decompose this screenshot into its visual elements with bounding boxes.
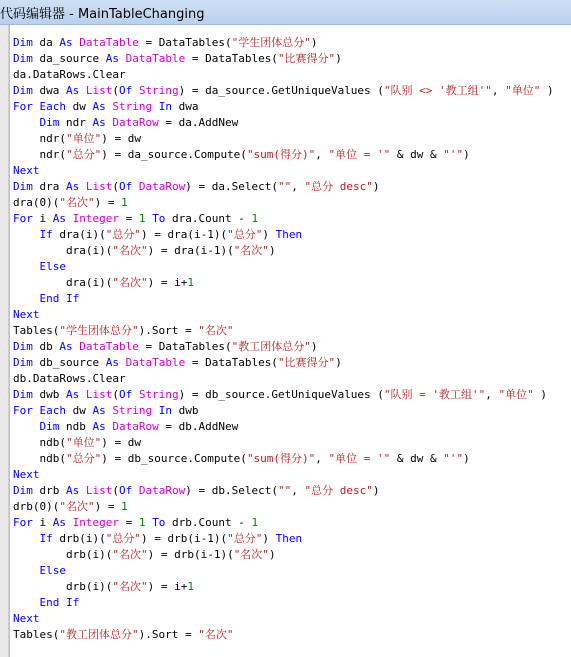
code-token: String <box>138 388 179 401</box>
code-token: "sum(得分)" <box>246 452 316 465</box>
code-token: drb(i)( <box>13 548 113 561</box>
code-line[interactable] <box>13 83 554 99</box>
code-token: Next <box>13 468 40 481</box>
code-token: db_source <box>32 356 106 369</box>
code-token: String <box>112 404 153 417</box>
code-token: "教工团体总分" <box>231 340 311 353</box>
code-token: "单位 = '" <box>328 148 391 161</box>
code-token: "名次" <box>112 548 148 561</box>
code-token: Dim <box>39 420 60 433</box>
code-line[interactable] <box>13 419 554 435</box>
code-line[interactable] <box>13 291 554 307</box>
code-token: As <box>92 404 106 417</box>
code-token: ) <box>463 148 470 161</box>
code-token: "总分" <box>65 452 102 465</box>
code-token: ) = dw <box>101 132 141 145</box>
code-token: ) = <box>94 500 122 513</box>
code-token <box>119 52 126 65</box>
code-line[interactable] <box>13 275 554 291</box>
code-token: db <box>32 340 60 353</box>
code-token: "名次" <box>59 196 95 209</box>
code-token: 1 <box>138 212 146 225</box>
code-token: dwb <box>32 388 66 401</box>
code-token: "学生团体总分" <box>231 36 311 49</box>
code-token: As <box>66 388 80 401</box>
code-token: Dim <box>13 340 33 353</box>
code-token: "总分" <box>105 532 141 545</box>
code-token: ndb( <box>13 436 66 449</box>
code-token: Integer <box>72 516 119 529</box>
code-token <box>79 388 86 401</box>
code-token: For Each <box>13 404 66 417</box>
code-token: "教工团体总分" <box>59 628 139 641</box>
code-line[interactable] <box>13 147 554 163</box>
code-token: ) <box>268 244 276 257</box>
title-bar[interactable] <box>0 0 571 25</box>
editor-gutter <box>0 25 9 657</box>
code-token: 1 <box>121 196 128 209</box>
code-token: ) <box>335 52 342 65</box>
code-token: ) <box>262 228 276 241</box>
code-token: = DataTables( <box>138 340 232 353</box>
code-token: For <box>13 212 33 225</box>
code-token: ) = drb(i-1)( <box>140 532 228 545</box>
code-token: End If <box>39 292 80 305</box>
code-token <box>13 420 40 433</box>
code-token: "总分" <box>227 228 263 241</box>
code-line[interactable] <box>13 35 554 51</box>
code-token: ndr( <box>13 132 66 145</box>
code-token: & dw & <box>390 452 444 465</box>
code-token: Tables( <box>13 324 60 337</box>
code-token: "名次" <box>233 548 269 561</box>
code-token: 1 <box>187 276 194 289</box>
code-token: , <box>291 180 305 193</box>
code-token: List <box>85 388 113 401</box>
code-token <box>152 404 159 417</box>
code-token: drb.Count - <box>165 516 252 529</box>
code-token: Of <box>119 484 133 497</box>
code-token: "" <box>277 180 292 193</box>
code-token: Then <box>275 532 303 545</box>
code-token <box>79 84 86 97</box>
code-token: ndb( <box>13 452 66 465</box>
code-token: Dim <box>39 116 60 129</box>
code-token: dra(i)( <box>52 228 106 241</box>
code-token: ) = <box>94 196 122 209</box>
code-token: ) <box>310 340 318 353</box>
code-token: = DataTables( <box>138 36 232 49</box>
code-token <box>132 388 139 401</box>
code-line[interactable] <box>13 115 554 131</box>
code-token: ) <box>262 532 276 545</box>
code-token: "'" <box>443 148 464 161</box>
code-token <box>132 84 139 97</box>
code-token: "队别 = '教工组'" <box>383 388 486 401</box>
code-token: , <box>315 148 329 161</box>
code-token: Else <box>39 260 66 273</box>
code-token: ) = db_source.Compute( <box>101 452 247 465</box>
code-token: dra(i)( <box>13 244 113 257</box>
code-token: ) = da.Select( <box>185 180 278 193</box>
code-token: To <box>152 516 166 529</box>
code-token: = db.AddNew <box>158 420 239 433</box>
code-line[interactable] <box>13 179 554 195</box>
code-line[interactable] <box>13 595 554 611</box>
code-token: i <box>32 212 53 225</box>
code-token: ) = db.Select( <box>185 484 278 497</box>
code-token: ) = i+ <box>147 276 188 289</box>
code-token: "总分 desc" <box>304 484 373 497</box>
code-token <box>13 292 40 305</box>
code-token: = DataTables( <box>185 356 278 369</box>
code-line[interactable] <box>13 627 554 643</box>
code-token: For Each <box>13 100 66 113</box>
code-token: dw <box>65 100 93 113</box>
code-token: ) <box>372 180 380 193</box>
code-token: Else <box>39 564 66 577</box>
code-line[interactable] <box>13 435 554 451</box>
code-token: As <box>66 484 80 497</box>
code-token: To <box>152 212 166 225</box>
code-token: 1 <box>251 212 259 225</box>
code-token: As <box>92 420 106 433</box>
code-token: As <box>59 36 73 49</box>
code-token: , <box>491 84 506 97</box>
code-token <box>13 596 40 609</box>
code-token: If <box>39 532 53 545</box>
code-token: "比赛得分" <box>277 52 336 65</box>
code-token <box>66 212 73 225</box>
code-token: drb(0)( <box>13 500 60 513</box>
code-token: "学生团体总分" <box>59 324 139 337</box>
code-token: "单位" <box>498 388 534 401</box>
code-token: ) = dw <box>101 436 141 449</box>
code-token: "名次" <box>59 500 95 513</box>
code-token <box>79 484 86 497</box>
code-line[interactable] <box>13 483 554 499</box>
code-token: ) <box>463 452 470 465</box>
code-token: DataTable <box>125 52 186 65</box>
code-token: & dw & <box>390 148 444 161</box>
code-line[interactable] <box>13 387 554 403</box>
code-token: , <box>485 388 499 401</box>
code-token: ) <box>268 548 276 561</box>
code-line[interactable] <box>13 259 554 275</box>
code-line[interactable] <box>13 355 554 371</box>
code-token: Of <box>119 84 133 97</box>
code-token: 1 <box>121 500 128 513</box>
code-token: Dim <box>13 36 33 49</box>
code-token: ndr <box>59 116 93 129</box>
code-line[interactable] <box>13 499 554 515</box>
code-token: ) = dra(i-1)( <box>147 244 234 257</box>
code-line[interactable] <box>13 563 554 579</box>
code-token: "单位" <box>65 132 102 145</box>
code-token <box>13 228 40 241</box>
code-token: DataRow <box>138 180 186 193</box>
code-token: "比赛得分" <box>277 356 336 369</box>
code-line[interactable] <box>13 403 554 419</box>
code-line[interactable] <box>13 307 554 323</box>
code-token <box>13 532 40 545</box>
code-text[interactable] <box>13 35 554 643</box>
code-token: Of <box>119 180 133 193</box>
code-token: DataRow <box>112 116 159 129</box>
code-token: As <box>92 100 106 113</box>
code-token <box>79 180 86 193</box>
code-token: "单位" <box>65 436 102 449</box>
code-token: ) <box>335 356 342 369</box>
code-token: ndb <box>59 420 93 433</box>
code-token: Dim <box>13 388 33 401</box>
code-token: , <box>291 484 305 497</box>
code-token: ndr( <box>13 148 66 161</box>
code-token: DataRow <box>138 484 186 497</box>
code-editor[interactable] <box>9 25 571 657</box>
code-token: 1 <box>138 516 146 529</box>
code-token: dra(0)( <box>13 196 60 209</box>
code-token: "名次" <box>112 244 148 257</box>
code-token: "名次" <box>198 324 234 337</box>
code-token: DataTable <box>125 356 186 369</box>
code-token <box>13 564 40 577</box>
code-line[interactable] <box>13 531 554 547</box>
code-token: drb(i)( <box>13 580 113 593</box>
code-token: ) <box>533 388 548 401</box>
code-token <box>152 100 159 113</box>
code-token: In <box>158 404 172 417</box>
code-token: dw <box>65 404 93 417</box>
code-token: drb <box>32 484 66 497</box>
code-token: As <box>92 116 106 129</box>
code-token: Dim <box>13 84 33 97</box>
code-token: "总分" <box>105 228 141 241</box>
code-token: Dim <box>13 484 33 497</box>
code-line[interactable] <box>13 579 554 595</box>
code-token: Dim <box>13 52 33 65</box>
code-token: End If <box>39 596 80 609</box>
code-token: For <box>13 516 33 529</box>
code-token: dra.Count - <box>165 212 252 225</box>
code-token: = <box>118 516 139 529</box>
code-line[interactable] <box>13 51 554 67</box>
code-token: "名次" <box>233 244 269 257</box>
code-token: db.DataRows.Clear <box>13 372 126 385</box>
code-token: DataTable <box>79 340 139 353</box>
code-token: List <box>85 180 113 193</box>
code-token: ) = i+ <box>147 580 188 593</box>
code-token: dra(i)( <box>13 276 113 289</box>
code-token: = da.AddNew <box>158 116 239 129</box>
code-token: ) <box>372 484 380 497</box>
code-token: "总分" <box>65 148 102 161</box>
code-token: ) = drb(i-1)( <box>147 548 234 561</box>
code-token: "总分" <box>227 532 263 545</box>
code-token: Dim <box>13 180 33 193</box>
code-token: If <box>39 228 53 241</box>
code-token: "名次" <box>198 628 234 641</box>
code-token <box>132 484 139 497</box>
code-token: "名次" <box>112 276 148 289</box>
code-token: DataRow <box>112 420 159 433</box>
code-token: ).Sort = <box>138 628 199 641</box>
code-token: Next <box>13 164 40 177</box>
code-token: Of <box>119 388 133 401</box>
code-token: "'" <box>443 452 464 465</box>
code-token: As <box>52 212 66 225</box>
code-token: ( <box>112 484 119 497</box>
code-token: DataTable <box>79 36 139 49</box>
code-token: As <box>59 340 73 353</box>
code-line[interactable] <box>13 131 554 147</box>
code-line[interactable] <box>13 515 554 531</box>
code-line[interactable] <box>13 547 554 563</box>
code-token: Dim <box>13 356 33 369</box>
code-token <box>13 260 40 273</box>
code-token: String <box>138 84 179 97</box>
code-token: 1 <box>187 580 194 593</box>
code-token: As <box>66 84 80 97</box>
code-token: As <box>52 516 66 529</box>
code-line[interactable] <box>13 467 554 483</box>
code-token: Integer <box>72 212 119 225</box>
code-token: Then <box>275 228 303 241</box>
code-token: Next <box>13 612 40 625</box>
code-token: Tables( <box>13 628 60 641</box>
code-token: "" <box>277 484 292 497</box>
code-line[interactable] <box>13 323 554 339</box>
code-token: Next <box>13 308 40 321</box>
code-token: da <box>32 36 60 49</box>
code-token: da_source <box>32 52 106 65</box>
code-line[interactable] <box>13 99 554 115</box>
code-token: "单位" <box>505 84 541 97</box>
code-token: In <box>158 100 172 113</box>
code-line[interactable] <box>13 611 554 627</box>
code-token: List <box>85 84 113 97</box>
code-token: dwa <box>171 100 199 113</box>
code-line[interactable] <box>13 339 554 355</box>
code-token: = <box>118 212 139 225</box>
code-token: String <box>112 100 153 113</box>
code-token: ( <box>112 84 119 97</box>
code-token: dwa <box>32 84 66 97</box>
code-token: ) = da_source.GetUniqueValues ( <box>178 84 384 97</box>
code-token: = DataTables( <box>185 52 278 65</box>
code-token: da.DataRows.Clear <box>13 68 126 81</box>
code-token: ) <box>540 84 554 97</box>
code-token <box>132 180 139 193</box>
code-line[interactable] <box>13 243 554 259</box>
code-token: ).Sort = <box>138 324 199 337</box>
code-line[interactable] <box>13 195 554 211</box>
code-token: "总分 desc" <box>304 180 373 193</box>
code-token: , <box>315 452 329 465</box>
code-token: ) = da_source.Compute( <box>101 148 247 161</box>
code-token: As <box>105 356 119 369</box>
code-token: "队别 <> '教工组'" <box>383 84 492 97</box>
code-token: "sum(得分)" <box>246 148 316 161</box>
code-token: dra <box>32 180 66 193</box>
code-token: ( <box>112 388 119 401</box>
code-line[interactable] <box>13 67 554 83</box>
code-token: ( <box>112 180 119 193</box>
code-line[interactable] <box>13 211 554 227</box>
code-token: ) = db_source.GetUniqueValues ( <box>178 388 384 401</box>
code-token: List <box>85 484 113 497</box>
code-token <box>66 516 73 529</box>
code-token: drb(i)( <box>52 532 106 545</box>
code-line[interactable] <box>13 227 554 243</box>
code-token <box>119 356 126 369</box>
code-token: As <box>105 52 119 65</box>
code-token <box>13 116 40 129</box>
window-title: 代码编辑器 - MainTableChanging <box>0 7 205 22</box>
code-token: "单位 = '" <box>328 452 391 465</box>
code-token: i <box>32 516 53 529</box>
code-line[interactable] <box>13 163 554 179</box>
code-token: 1 <box>251 516 259 529</box>
code-token: ) <box>310 36 318 49</box>
code-token: As <box>66 180 80 193</box>
code-line[interactable] <box>13 451 554 467</box>
code-token: "名次" <box>112 580 148 593</box>
code-token: dwb <box>171 404 199 417</box>
code-line[interactable] <box>13 371 554 387</box>
code-token: ) = dra(i-1)( <box>140 228 228 241</box>
